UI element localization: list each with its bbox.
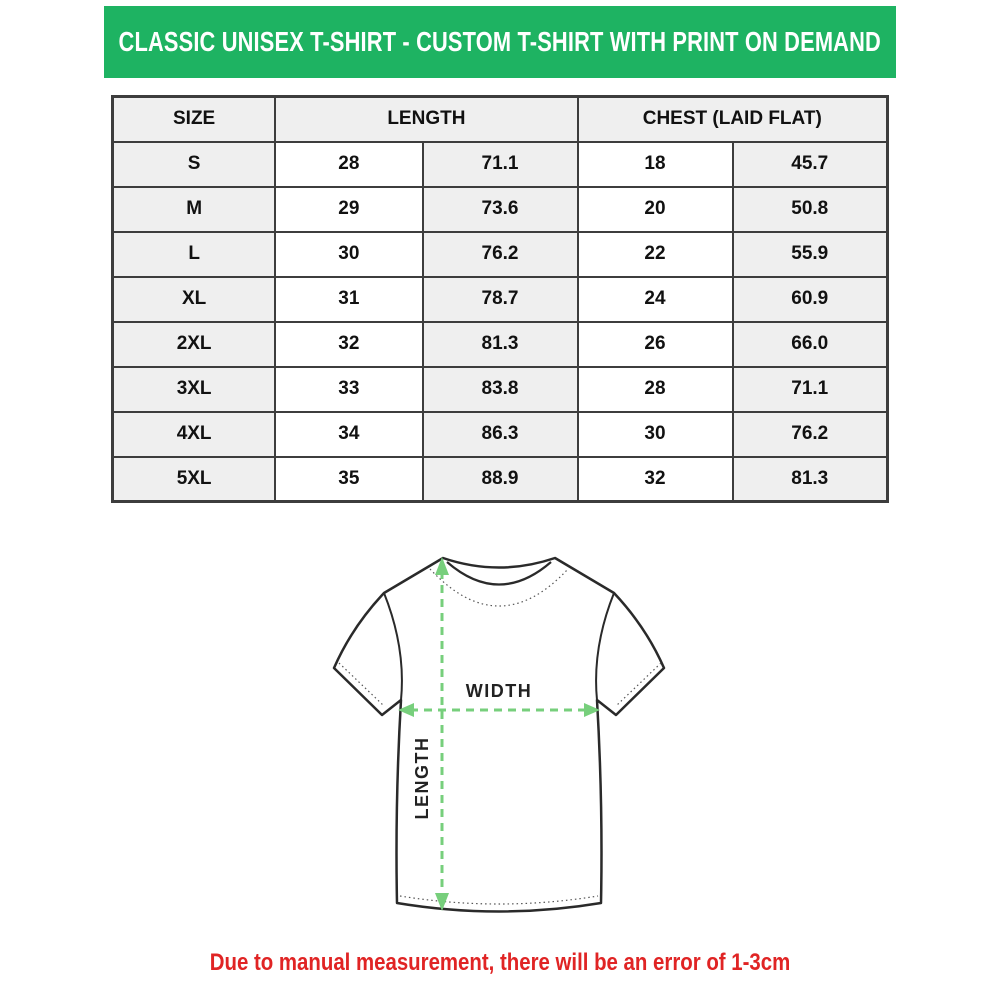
length-in-cell: 28 [275, 142, 422, 187]
table-row-2xl [113, 322, 888, 367]
chest-cm-cell: 50.8 [733, 187, 888, 232]
size-cell: S [113, 142, 276, 187]
page-title: CLASSIC UNISEX T-SHIRT - CUSTOM T-SHIRT WITH PRINT ON DEMAND [118, 26, 882, 57]
length-in-cell: 35 [275, 457, 422, 502]
title-banner [104, 6, 896, 78]
chest-in-cell: 28 [578, 367, 733, 412]
table-row-l [113, 232, 888, 277]
column-header-length: LENGTH [275, 97, 577, 142]
width-label: WIDTH [465, 681, 533, 701]
table-row-3xl [113, 367, 888, 412]
table-row-s [113, 142, 888, 187]
table-row-4xl [113, 412, 888, 457]
length-cm-cell: 83.8 [423, 367, 578, 412]
length-cm-cell: 76.2 [423, 232, 578, 277]
tshirt-outline [334, 558, 664, 912]
size-cell: M [113, 187, 276, 232]
length-cm-cell: 88.9 [423, 457, 578, 502]
size-cell: 4XL [113, 412, 276, 457]
length-in-cell: 29 [275, 187, 422, 232]
chest-in-cell: 20 [578, 187, 733, 232]
length-cm-cell: 71.1 [423, 142, 578, 187]
length-in-cell: 33 [275, 367, 422, 412]
chest-cm-cell: 66.0 [733, 322, 888, 367]
size-cell: 5XL [113, 457, 276, 502]
chest-in-cell: 22 [578, 232, 733, 277]
chest-cm-cell: 55.9 [733, 232, 888, 277]
tshirt-measurement-diagram [324, 553, 676, 935]
measurement-note: Due to manual measurement, there will be an error of 1-3cm [209, 949, 791, 976]
length-cm-cell: 78.7 [423, 277, 578, 322]
table-row-m [113, 187, 888, 232]
length-in-cell: 34 [275, 412, 422, 457]
size-cell: L [113, 232, 276, 277]
chest-cm-cell: 60.9 [733, 277, 888, 322]
table-header-row [113, 97, 888, 142]
length-in-cell: 32 [275, 322, 422, 367]
length-cm-cell: 81.3 [423, 322, 578, 367]
length-in-cell: 30 [275, 232, 422, 277]
length-cm-cell: 73.6 [423, 187, 578, 232]
size-chart-page [0, 6, 1000, 1006]
table-row-xl [113, 277, 888, 322]
column-header-chest: CHEST (LAID FLAT) [578, 97, 888, 142]
table-row-5xl [113, 457, 888, 502]
size-cell: XL [113, 277, 276, 322]
chest-in-cell: 26 [578, 322, 733, 367]
size-cell: 3XL [113, 367, 276, 412]
chest-cm-cell: 81.3 [733, 457, 888, 502]
length-cm-cell: 86.3 [423, 412, 578, 457]
size-cell: 2XL [113, 322, 276, 367]
tshirt-diagram-svg [324, 553, 676, 935]
chest-in-cell: 32 [578, 457, 733, 502]
chest-cm-cell: 45.7 [733, 142, 888, 187]
chest-in-cell: 30 [578, 412, 733, 457]
column-header-size: SIZE [113, 97, 276, 142]
chest-in-cell: 24 [578, 277, 733, 322]
chest-in-cell: 18 [578, 142, 733, 187]
chest-cm-cell: 71.1 [733, 367, 888, 412]
chest-cm-cell: 76.2 [733, 412, 888, 457]
size-chart-table [111, 95, 889, 503]
length-label: LENGTH [412, 736, 432, 820]
length-in-cell: 31 [275, 277, 422, 322]
